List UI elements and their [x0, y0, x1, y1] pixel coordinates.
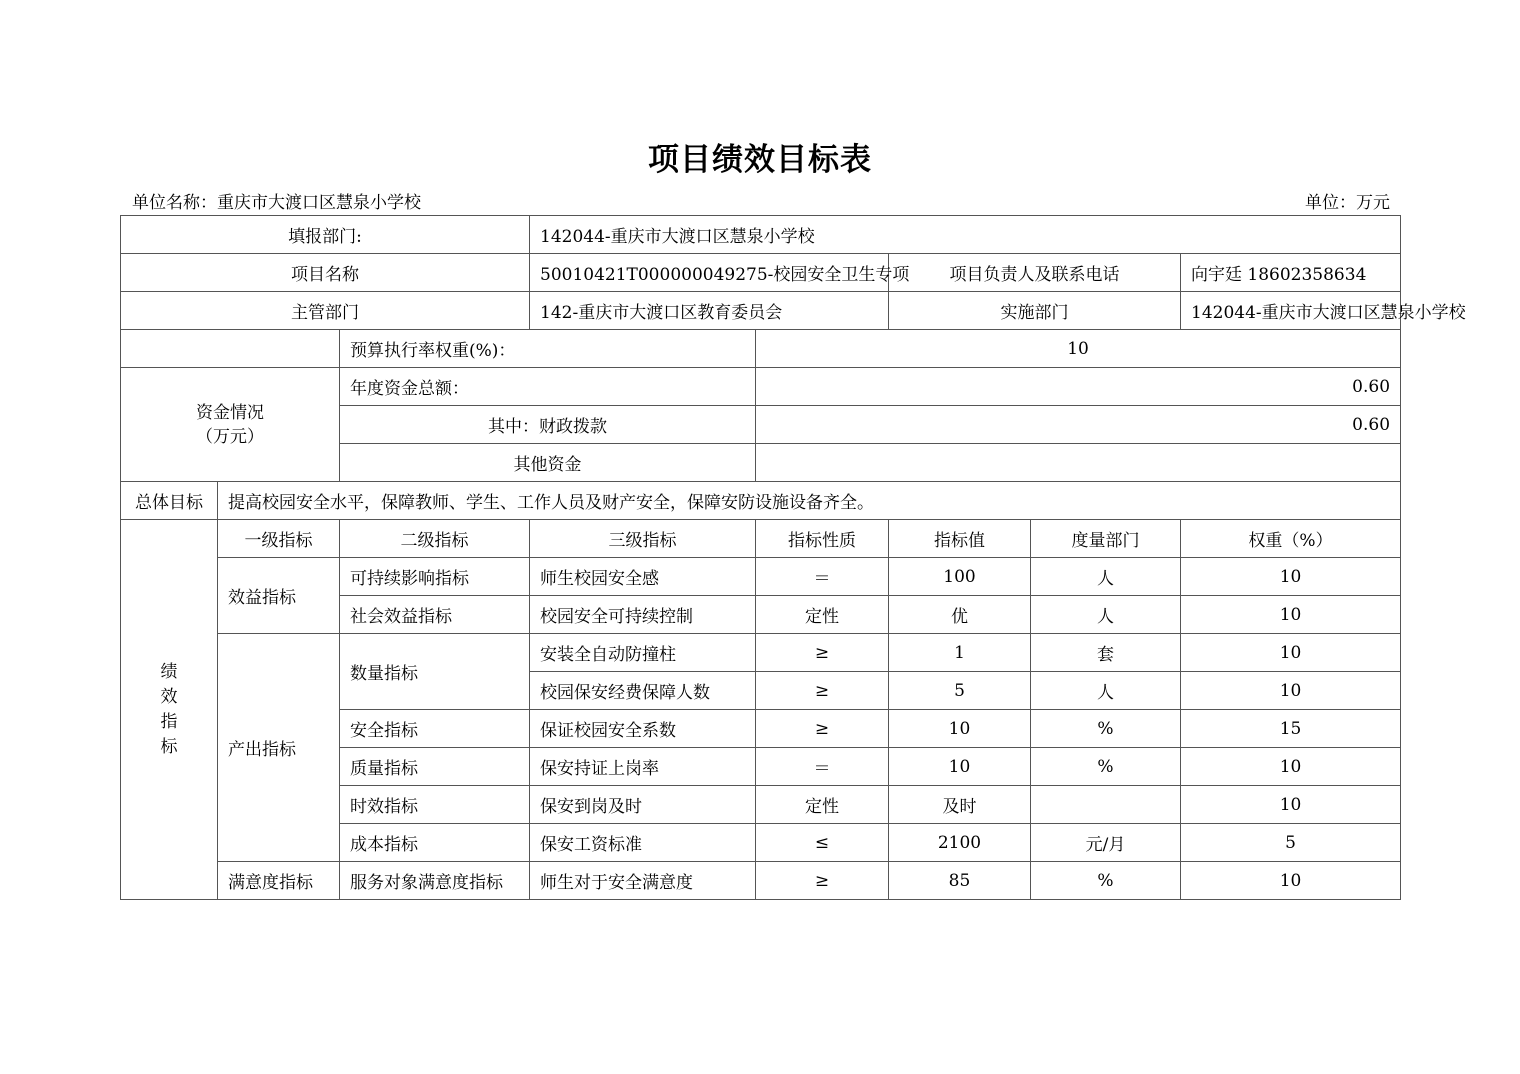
level3-cell: 保安工资标准 — [530, 824, 756, 862]
weight-cell: 10 — [1181, 634, 1401, 672]
unit-cell: 人 — [1031, 558, 1181, 596]
funds-total-label: 年度资金总额： — [340, 368, 756, 406]
unit-cell — [1031, 786, 1181, 824]
level2-cell: 质量指标 — [340, 748, 530, 786]
level3-cell: 校园保安经费保障人数 — [530, 672, 756, 710]
nature-cell: ≤ — [756, 824, 889, 862]
funds-total-value: 0.60 — [756, 368, 1401, 406]
project-name-value: 50010421T000000049275-校园安全卫生专项 — [530, 254, 889, 292]
weight-cell: 10 — [1181, 748, 1401, 786]
budget-rate-row — [121, 330, 1401, 368]
level3-cell: 校园安全可持续控制 — [530, 596, 756, 634]
unit-cell: % — [1031, 862, 1181, 900]
nature-cell: ≥ — [756, 862, 889, 900]
level3-cell: 师生校园安全感 — [530, 558, 756, 596]
weight-cell: 10 — [1181, 672, 1401, 710]
level3-cell: 保证校园安全系数 — [530, 710, 756, 748]
level3-cell: 保安到岗及时 — [530, 786, 756, 824]
unit-cell: 人 — [1031, 596, 1181, 634]
table-row — [121, 862, 1401, 900]
page-title: 项目绩效目标表 — [648, 142, 872, 178]
funds-other-label: 其他资金 — [340, 444, 756, 482]
column-header: 指标值 — [889, 520, 1031, 558]
currency-unit: 单位：万元 — [1305, 193, 1390, 213]
level3-cell: 保安持证上岗率 — [530, 748, 756, 786]
level2-cell: 数量指标 — [340, 634, 530, 710]
goal-label: 总体目标 — [121, 482, 218, 520]
funds-total-row — [121, 368, 1401, 406]
nature-cell: ＝ — [756, 558, 889, 596]
value-cell: 100 — [889, 558, 1031, 596]
budget-rate-label: 预算执行率权重(%)： — [340, 330, 756, 368]
leader-value: 向宇廷 18602358634 — [1181, 254, 1401, 292]
impl-dept-value: 142044-重庆市大渡口区慧泉小学校 — [1181, 292, 1401, 330]
column-header: 二级指标 — [340, 520, 530, 558]
fill-dept-value: 142044-重庆市大渡口区慧泉小学校 — [530, 216, 1401, 254]
funds-fiscal-value: 0.60 — [756, 406, 1401, 444]
funds-label — [121, 368, 340, 482]
project-name-label: 项目名称 — [121, 254, 530, 292]
goal-text: 提高校园安全水平，保障教师、学生、工作人员及财产安全，保障安防设施设备齐全。 — [218, 482, 1401, 520]
column-header: 度量部门 — [1031, 520, 1181, 558]
funds-label-line1: 资金情况 — [196, 402, 264, 423]
level2-cell: 社会效益指标 — [340, 596, 530, 634]
weight-cell: 10 — [1181, 786, 1401, 824]
value-cell: 优 — [889, 596, 1031, 634]
column-header: 三级指标 — [530, 520, 756, 558]
side-char: 标 — [160, 736, 178, 757]
supervisor-value: 142-重庆市大渡口区教育委员会 — [530, 292, 889, 330]
nature-cell: ≥ — [756, 634, 889, 672]
weight-cell: 10 — [1181, 862, 1401, 900]
budget-rate-blank — [121, 330, 340, 368]
unit-cell: 套 — [1031, 634, 1181, 672]
level2-cell: 服务对象满意度指标 — [340, 862, 530, 900]
unit-cell: 人 — [1031, 672, 1181, 710]
weight-cell: 5 — [1181, 824, 1401, 862]
unit-cell: % — [1031, 710, 1181, 748]
unit-cell: % — [1031, 748, 1181, 786]
indicators-side-label — [121, 520, 218, 900]
impl-dept-label: 实施部门 — [889, 292, 1181, 330]
nature-cell: ≥ — [756, 672, 889, 710]
fill-dept-row — [121, 216, 1401, 254]
level2-cell: 时效指标 — [340, 786, 530, 824]
side-char: 绩 — [160, 661, 178, 682]
unit-name: 单位名称：重庆市大渡口区慧泉小学校 — [132, 193, 421, 213]
group-output: 产出指标 — [218, 634, 340, 862]
level3-cell: 安装全自动防撞柱 — [530, 634, 756, 672]
group-satisfaction: 满意度指标 — [218, 862, 340, 900]
nature-cell: 定性 — [756, 786, 889, 824]
level3-cell: 师生对于安全满意度 — [530, 862, 756, 900]
funds-other-value — [756, 444, 1401, 482]
nature-cell: 定性 — [756, 596, 889, 634]
side-char: 效 — [160, 686, 178, 707]
fill-dept-label: 填报部门: — [121, 216, 530, 254]
funds-fiscal-label: 其中：财政拨款 — [340, 406, 756, 444]
value-cell: 2100 — [889, 824, 1031, 862]
budget-rate-value: 10 — [756, 330, 1401, 368]
value-cell: 85 — [889, 862, 1031, 900]
value-cell: 10 — [889, 710, 1031, 748]
value-cell: 1 — [889, 634, 1031, 672]
column-header: 权重（%） — [1181, 520, 1401, 558]
table-row — [121, 634, 1401, 672]
supervisor-label: 主管部门 — [121, 292, 530, 330]
leader-label: 项目负责人及联系电话 — [889, 254, 1181, 292]
indicator-header-row — [121, 520, 1401, 558]
weight-cell: 10 — [1181, 596, 1401, 634]
supervisor-row — [121, 292, 1401, 330]
performance-table — [120, 215, 1466, 900]
weight-cell: 10 — [1181, 558, 1401, 596]
weight-cell: 15 — [1181, 710, 1401, 748]
table-row — [121, 558, 1401, 596]
project-name-row — [121, 254, 1401, 292]
side-char: 指 — [160, 711, 178, 732]
column-header: 指标性质 — [756, 520, 889, 558]
nature-cell: ≥ — [756, 710, 889, 748]
value-cell: 及时 — [889, 786, 1031, 824]
level2-cell: 可持续影响指标 — [340, 558, 530, 596]
level2-cell: 安全指标 — [340, 710, 530, 748]
level2-cell: 成本指标 — [340, 824, 530, 862]
value-cell: 5 — [889, 672, 1031, 710]
column-header: 一级指标 — [218, 520, 340, 558]
goal-row — [121, 482, 1401, 520]
nature-cell: ＝ — [756, 748, 889, 786]
group-benefit: 效益指标 — [218, 558, 340, 634]
funds-label-line2: （万元） — [196, 426, 264, 447]
value-cell: 10 — [889, 748, 1031, 786]
unit-cell: 元/月 — [1031, 824, 1181, 862]
